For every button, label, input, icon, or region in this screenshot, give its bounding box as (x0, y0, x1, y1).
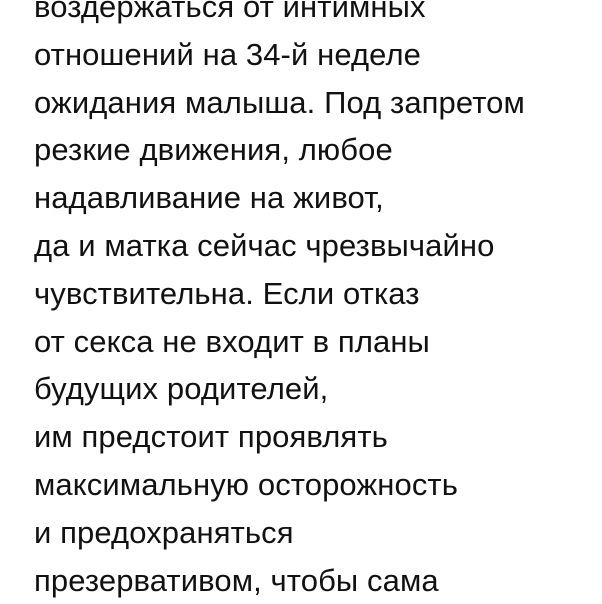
text-line: резкие движения, любое (34, 132, 393, 168)
text-line: максимальную осторожность (34, 466, 458, 502)
text-line: надавливание на живот, (34, 180, 384, 216)
text-line: и предохраняться (34, 514, 294, 550)
text-line: воздержаться от интимных (34, 0, 426, 24)
text-line: да и матка сейчас чрезвычайно (34, 227, 495, 263)
text-line: будущих родителей, (34, 371, 329, 407)
article-text (34, 0, 594, 604)
text-line: им предстоит проявлять (34, 419, 388, 455)
text-line: от секса не входит в планы (34, 323, 430, 359)
text-line: презервативом, чтобы сама (34, 562, 439, 598)
text-line: отношений на 34-й неделе (34, 36, 422, 72)
text-line: ожидания малыша. Под запретом (34, 84, 525, 120)
text-line: чувствительна. Если отказ (34, 275, 420, 311)
